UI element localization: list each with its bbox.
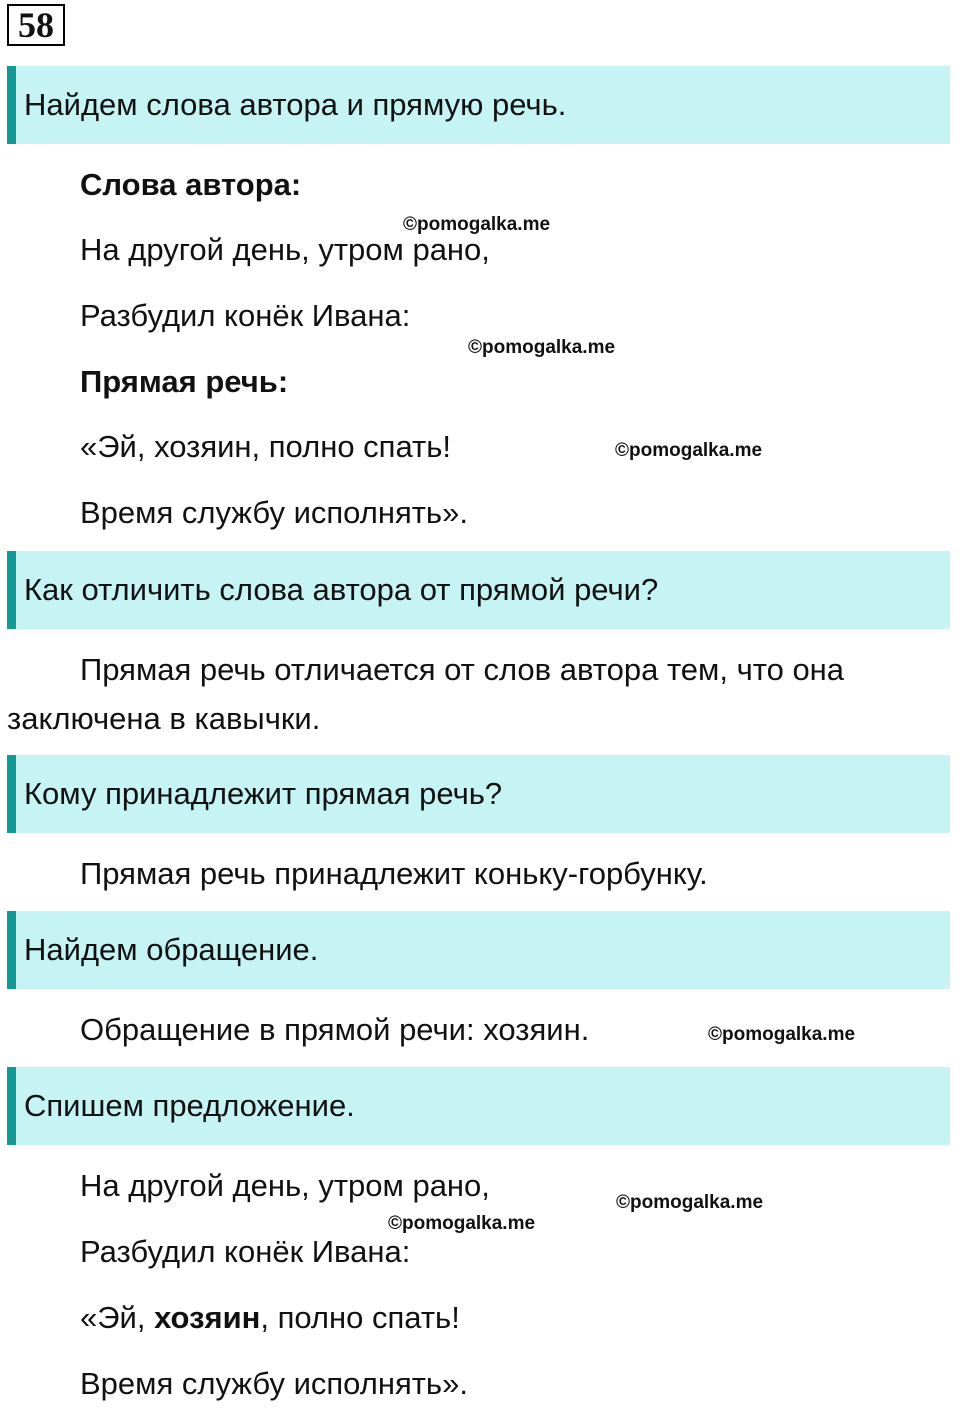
answer-text: заключена в кавычки.: [7, 701, 321, 736]
watermark: ©pomogalka.me: [708, 1024, 856, 1045]
poem-line-with-address: [80, 1299, 460, 1337]
answer-text: Прямая речь отличается от слов автора тем, что она: [80, 652, 845, 687]
direct-speech-line: «Эй, хозяин, полно спать!: [80, 429, 451, 464]
poem-line: Разбудил конёк Ивана:: [80, 1234, 411, 1269]
poem-line: На другой день, утром рано,: [80, 1168, 490, 1203]
poem-text: «Эй,: [80, 1300, 155, 1335]
watermark: ©pomogalka.me: [403, 214, 551, 235]
section-heading-distinguish: Как отличить слова автора от прямой речи?: [7, 551, 950, 629]
poem-line: Время службу исполнять».: [80, 1366, 468, 1401]
task-number: 58: [7, 4, 65, 46]
direct-speech-line: Время службу исполнять».: [80, 495, 468, 530]
answer-text: Прямая речь принадлежит коньку-горбунку.: [80, 856, 708, 891]
poem-text: , полно спать!: [260, 1300, 460, 1335]
author-words-line: На другой день, утром рано,: [80, 232, 490, 267]
section-heading-find-author-words: Найдем слова автора и прямую речь.: [7, 66, 950, 144]
answer-text: Обращение в прямой речи: хозяин.: [80, 1012, 590, 1047]
watermark: ©pomogalka.me: [468, 337, 616, 358]
author-words-label: Слова автора:: [80, 167, 302, 202]
section-heading-copy-sentence: Спишем предложение.: [7, 1067, 950, 1145]
direct-speech-label: Прямая речь:: [80, 364, 289, 399]
author-words-line: Разбудил конёк Ивана:: [80, 298, 411, 333]
address-word: хозяин: [154, 1300, 261, 1335]
watermark: ©pomogalka.me: [615, 440, 763, 461]
watermark: ©pomogalka.me: [616, 1192, 764, 1213]
section-heading-speaker: Кому принадлежит прямая речь?: [7, 755, 950, 833]
watermark: ©pomogalka.me: [388, 1213, 536, 1234]
section-heading-address: Найдем обращение.: [7, 911, 950, 989]
